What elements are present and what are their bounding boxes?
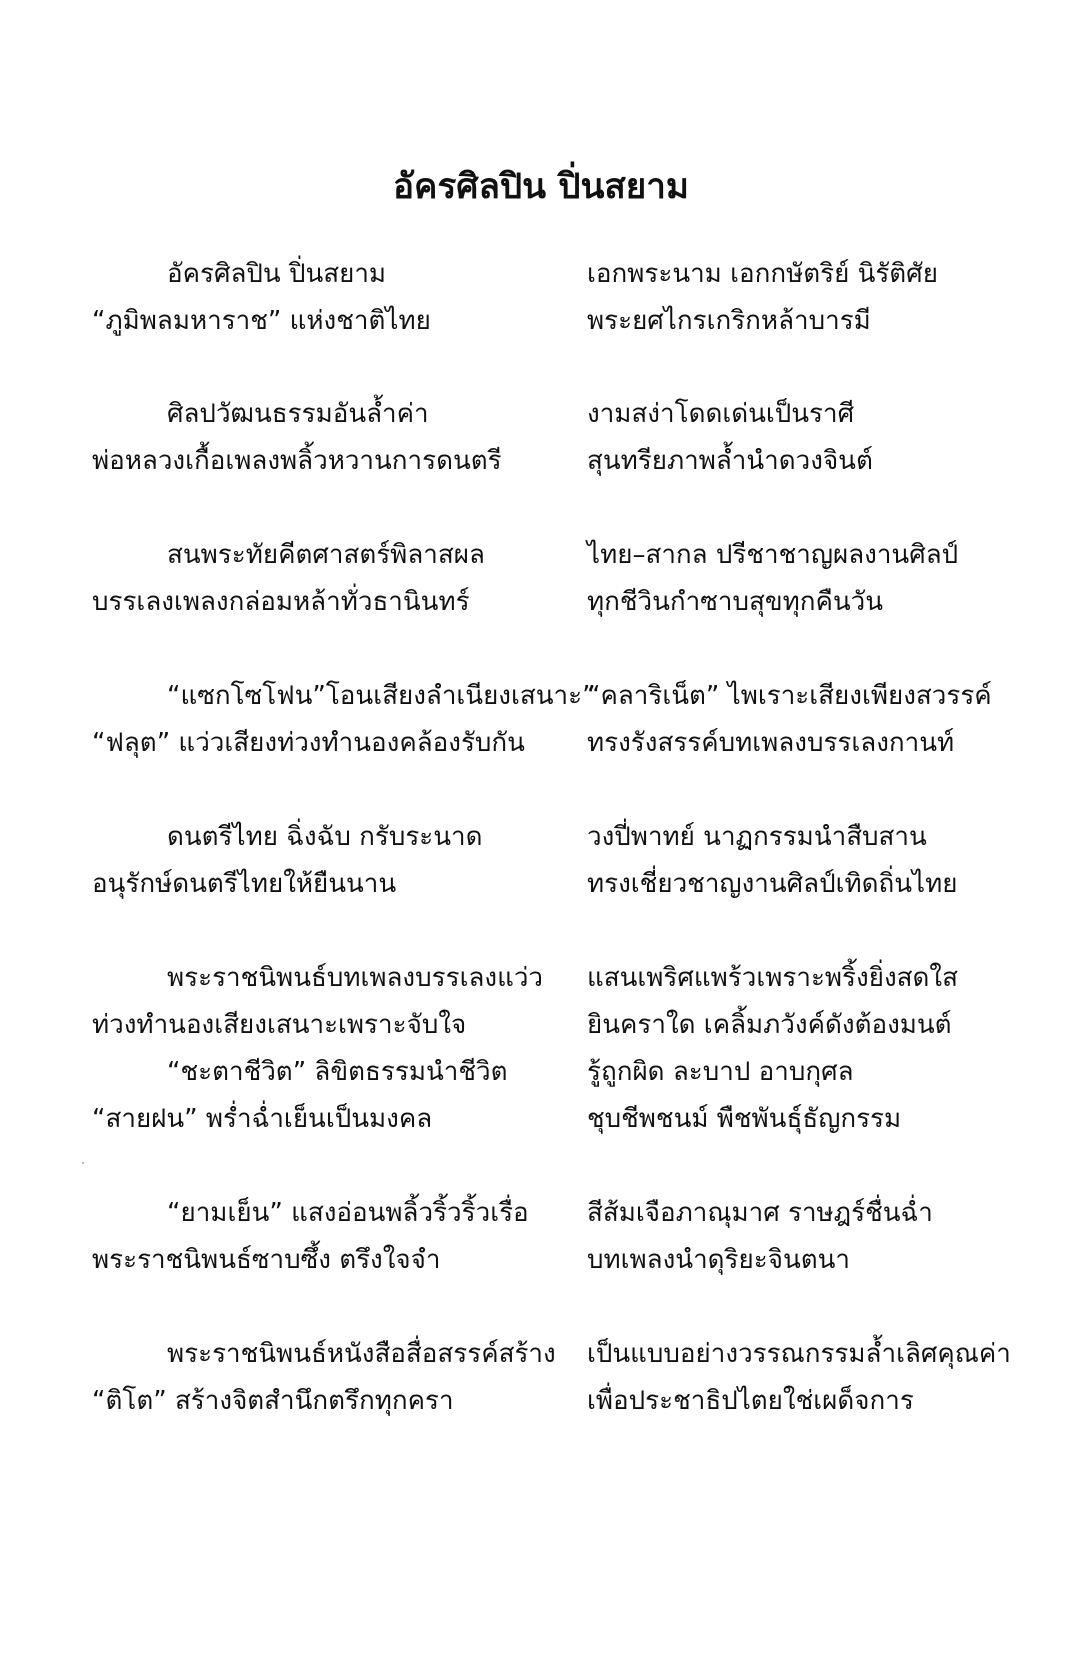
stanza-4-line-2-right: ทรงรังสรรค์บทเพลงบรรเลงกานท์ <box>587 728 955 758</box>
stanza-6-line-1-left: พระราชนิพนธ์บทเพลงบรรเลงแว่ว <box>167 963 544 993</box>
stanza-6-line-1-right: แสนเพริศแพร้วเพราะพริ้งยิ่งสดใส <box>587 963 958 993</box>
stanza-6-line-4-left: “สายฝน” พร่ำฉ่ำเย็นเป็นมงคล <box>92 1104 433 1134</box>
stanza-6-line-2-right: ยินคราใด เคลิ้มภวังค์ดังต้องมนต์ <box>587 1010 952 1040</box>
stanza-6-line-4-right: ชุบชีพชนม์ พืชพันธุ์ธัญกรรม <box>587 1104 902 1134</box>
stanza-4-line-1-right: “คลาริเน็ต” ไพเราะเสียงเพียงสวรรค์ <box>587 681 992 711</box>
poem-title: อัครศิลปิน ปิ่นสยาม <box>393 167 689 207</box>
stanza-3-line-2-left: บรรเลงเพลงกล่อมหล้าทั่วธานินทร์ <box>92 587 470 617</box>
stanza-2-line-1-left: ศิลปวัฒนธรรมอันล้ำค่า <box>167 399 429 429</box>
stanza-1-line-2-left: “ภูมิพลมหาราช” แห่งชาติไทย <box>92 306 431 336</box>
stanza-8-line-2-right: เพื่อประชาธิปไตยใช่เผด็จการ <box>587 1386 914 1416</box>
stanza-3-line-1-right: ไทย–สากล ปรีชาชาญผลงานศิลป์ <box>587 540 959 570</box>
stanza-4-line-1-left: “แซกโซโฟน”โอนเสียงลำเนียงเสนาะ” <box>167 681 596 711</box>
stanza-1-line-2-right: พระยศไกรเกริกหล้าบารมี <box>587 306 871 336</box>
stanza-6-line-3-left: “ชะตาชีวิต” ลิขิตธรรมนำชีวิต <box>167 1057 508 1087</box>
stanza-7-line-1-right: สีส้มเจือภาณุมาศ ราษฎร์ชื่นฉ่ำ <box>587 1198 933 1228</box>
stanza-5-line-1-left: ดนตรีไทย ฉิ่งฉับ กรับระนาด <box>167 822 483 852</box>
stanza-8-line-1-left: พระราชนิพนธ์หนังสือสื่อสรรค์สร้าง <box>167 1339 556 1369</box>
stanza-7-line-2-left: พระราชนิพนธ์ซาบซึ้ง ตรึงใจจำ <box>92 1245 441 1275</box>
stanza-7-line-2-right: บทเพลงนำดุริยะจินตนา <box>587 1245 850 1275</box>
stanza-5-line-2-right: ทรงเชี่ยวชาญงานศิลป์เทิดถิ่นไทย <box>587 869 958 899</box>
scan-speck <box>82 1162 84 1164</box>
stanza-5-line-2-left: อนุรักษ์ดนตรีไทยให้ยืนนาน <box>92 869 397 899</box>
stanza-4-line-2-left: “ฟลุต” แว่วเสียงท่วงทำนองคล้องรับกัน <box>92 728 525 758</box>
stanza-6-line-3-right: รู้ถูกผิด ละบาป อาบกุศล <box>587 1057 854 1087</box>
stanza-1-line-1-left: อัครศิลปิน ปิ่นสยาม <box>167 259 387 289</box>
stanza-2-line-2-right: สุนทรียภาพล้ำนำดวงจินต์ <box>587 446 873 476</box>
stanza-2-line-2-left: พ่อหลวงเกื้อเพลงพลิ้วหวานการดนตรี <box>92 446 502 476</box>
stanza-6-line-2-left: ท่วงทำนองเสียงเสนาะเพราะจับใจ <box>92 1010 467 1040</box>
stanza-8-line-2-left: “ติโต” สร้างจิตสำนึกตรึกทุกครา <box>92 1386 454 1416</box>
stanza-8-line-1-right: เป็นแบบอย่างวรรณกรรมล้ำเลิศคุณค่า <box>587 1339 1011 1369</box>
stanza-1-line-1-right: เอกพระนาม เอกกษัตริย์ นิรัติศัย <box>587 259 938 289</box>
stanza-3-line-2-right: ทุกชีวินกำซาบสุขทุกคืนวัน <box>587 587 884 617</box>
stanza-5-line-1-right: วงปี่พาทย์ นาฏกรรมนำสืบสาน <box>587 822 927 852</box>
stanza-7-line-1-left: “ยามเย็น” แสงอ่อนพลิ้วริ้วริ้วเรื่อ <box>167 1198 529 1228</box>
stanza-2-line-1-right: งามสง่าโดดเด่นเป็นราศี <box>587 399 855 429</box>
stanza-3-line-1-left: สนพระทัยคีตศาสตร์พิลาสผล <box>167 540 485 570</box>
